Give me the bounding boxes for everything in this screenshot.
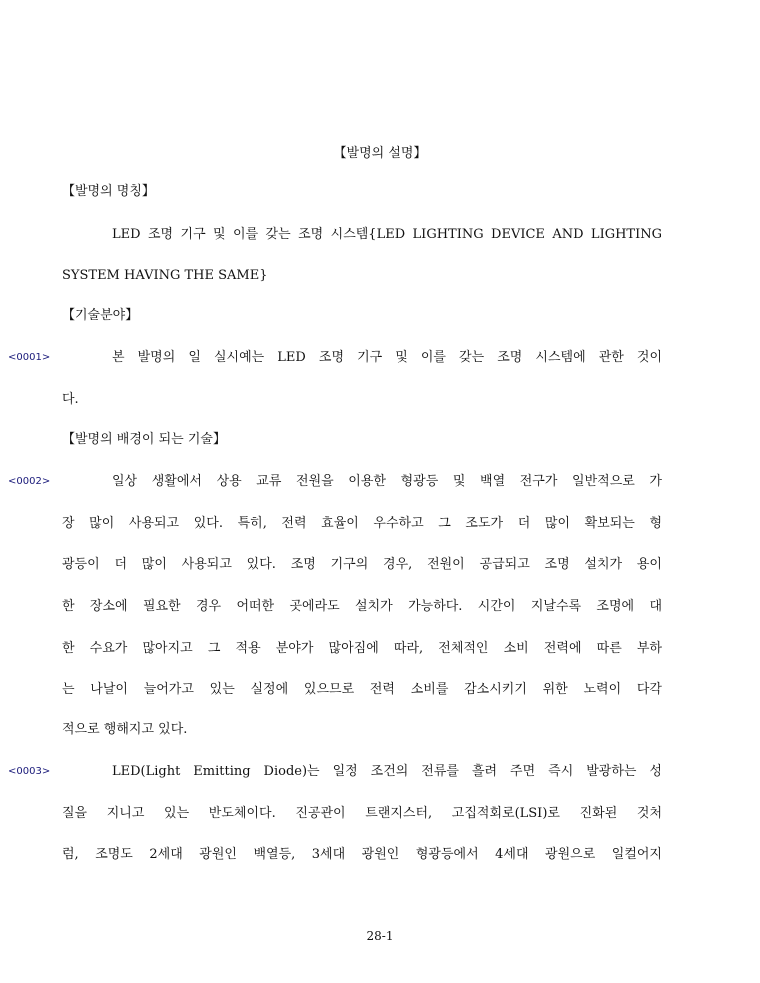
paragraph-line: 일상 생활에서 상용 교류 전원을 이용한 형광등 및 백열 전구가 일반적으로 가 xyxy=(112,474,662,489)
paragraph-line: 럼, 조명도 2세대 광원인 백열등, 3세대 광원인 형광등에서 4세대 광원으로 일컬어지 xyxy=(62,847,662,862)
section-heading-background-art: 【발명의 배경이 되는 기술】 xyxy=(62,432,226,447)
paragraph-line: 한 장소에 필요한 경우 어떠한 곳에라도 설치가 가능하다. 시간이 지날수록 조명에 대 xyxy=(62,599,662,614)
paragraph-line: 한 수요가 많아지고 그 적용 분야가 많아짐에 따라, 전체적인 소비 전력에 따른 부하 xyxy=(62,641,662,656)
paragraph-number: <0001> xyxy=(8,352,51,363)
page-number: 28-1 xyxy=(366,929,394,943)
paragraph-line: 적으로 행해지고 있다. xyxy=(62,722,188,737)
paragraph-line: 질을 지니고 있는 반도체이다. 진공관이 트랜지스터, 고집적회로(LSI)로 진화된 것처 xyxy=(62,806,662,821)
paragraph-number: <0002> xyxy=(8,476,51,487)
invention-title-line-1: LED 조명 기구 및 이를 갖는 조명 시스템{LED LIGHTING DEVICE AND LIGHTING xyxy=(112,227,662,242)
section-heading-technical-field: 【기술분야】 xyxy=(62,308,139,323)
paragraph-line: 광등이 더 많이 사용되고 있다. 조명 기구의 경우, 전원이 공급되고 조명 설치가 용이 xyxy=(62,557,662,572)
invention-title-line-2: SYSTEM HAVING THE SAME} xyxy=(62,268,268,283)
paragraph-line: 다. xyxy=(62,392,79,407)
paragraph-line: 는 나날이 늘어가고 있는 실정에 있으므로 전력 소비를 감소시키기 위한 노력이 다각 xyxy=(62,682,662,697)
paragraph-line: 본 발명의 일 실시예는 LED 조명 기구 및 이를 갖는 조명 시스템에 관한 것이 xyxy=(112,350,662,365)
document-title: 【발명의 설명】 xyxy=(333,146,427,161)
paragraph-number: <0003> xyxy=(8,766,51,777)
paragraph-line: LED(Light Emitting Diode)는 일정 조건의 전류를 흘려 주면 즉시 발광하는 성 xyxy=(112,764,662,779)
paragraph-line: 장 많이 사용되고 있다. 특히, 전력 효율이 우수하고 그 조도가 더 많이 확보되는 형 xyxy=(62,516,662,531)
section-heading-invention-name: 【발명의 명칭】 xyxy=(62,184,155,199)
